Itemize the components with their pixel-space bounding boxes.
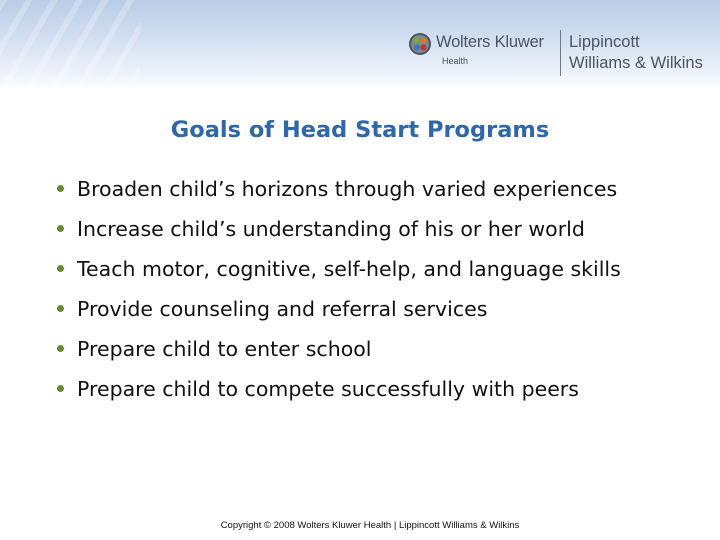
bullet-item <box>55 374 695 404</box>
round-bullet-icon <box>57 225 64 232</box>
imprint-line-2: Williams & Wilkins <box>569 54 703 72</box>
round-bullet-icon <box>57 385 64 392</box>
bullet-list <box>55 174 695 404</box>
bullet-item <box>55 174 695 204</box>
bullet-item <box>55 334 695 364</box>
wolters-kluwer-globe-icon <box>408 32 432 56</box>
round-bullet-icon <box>57 185 64 192</box>
bullet-text: Prepare child to enter school <box>77 337 372 361</box>
header-band <box>0 0 720 92</box>
header-decoration <box>0 0 140 92</box>
bullet-text: Prepare child to compete successfully with peers <box>77 377 579 401</box>
bullet-text: Provide counseling and referral services <box>77 297 488 321</box>
round-bullet-icon <box>57 345 64 352</box>
bullet-item <box>55 254 695 284</box>
imprint-line-1: Lippincott <box>569 33 640 51</box>
bullet-text: Broaden child’s horizons through varied experiences <box>77 177 618 201</box>
bullet-item <box>55 294 695 324</box>
publisher-name: Wolters Kluwer <box>436 33 544 51</box>
slide-title: Goals of Head Start Programs <box>170 117 550 143</box>
bullet-text: Increase child’s understanding of his or her world <box>77 217 585 241</box>
logo-divider <box>560 30 561 76</box>
copyright-footer: Copyright © 2008 Wolters Kluwer Health | Lippincott Williams & Wilkins <box>220 520 520 531</box>
publisher-division: Health <box>442 56 469 66</box>
bullet-item <box>55 214 695 244</box>
round-bullet-icon <box>57 265 64 272</box>
bullet-text: Teach motor, cognitive, self-help, and language skills <box>77 257 621 281</box>
round-bullet-icon <box>57 305 64 312</box>
